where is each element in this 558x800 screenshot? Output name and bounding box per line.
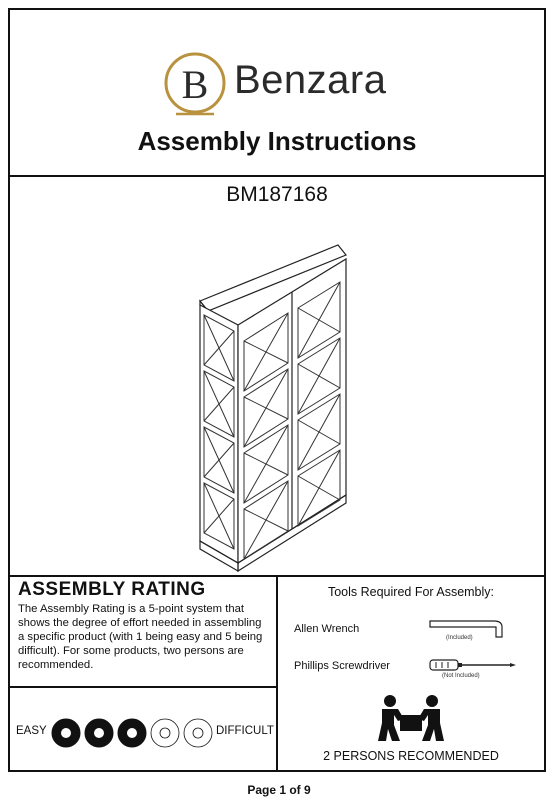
page-title: Assembly Instructions bbox=[137, 126, 417, 156]
logo bbox=[162, 50, 402, 120]
rating-dot-center bbox=[193, 728, 203, 738]
product-code: BM187168 bbox=[226, 183, 328, 206]
tool-allen-wrench-name: Allen Wrench bbox=[294, 623, 360, 635]
difficulty-scale bbox=[10, 688, 278, 772]
rating-description: The Assembly Rating is a 5-point system that shows the degree of effort needed in assembling a specific product (with 1 being easy and 5 being difficult). For some products, two persons are recommended. bbox=[18, 603, 263, 671]
svg-text:B: B bbox=[181, 62, 209, 107]
product-section bbox=[10, 175, 544, 577]
header bbox=[10, 10, 544, 177]
screwdriver-icon bbox=[428, 655, 518, 675]
rating-dot-center bbox=[160, 728, 170, 738]
benzara-logo-icon bbox=[162, 50, 232, 120]
rating-circles bbox=[50, 713, 220, 753]
difficult-label: DIFFICULT bbox=[216, 725, 274, 737]
two-persons-icon bbox=[376, 693, 446, 743]
tool-screwdriver-note: (Not Included) bbox=[442, 673, 480, 679]
rating-dot-center bbox=[127, 728, 137, 738]
tool-allen-wrench-note: (Included) bbox=[446, 635, 473, 641]
rating-heading: ASSEMBLY RATING bbox=[18, 579, 206, 600]
brand-name: Benzara bbox=[234, 58, 387, 102]
rating-dot-center bbox=[94, 728, 104, 738]
tool-screwdriver-name: Phillips Screwdriver bbox=[294, 660, 390, 672]
tools-heading: Tools Required For Assembly: bbox=[327, 585, 495, 599]
page-number: Page 1 of 9 bbox=[247, 783, 311, 797]
page-frame bbox=[8, 8, 546, 772]
assembly-rating-section bbox=[10, 575, 278, 688]
easy-label: EASY bbox=[16, 725, 47, 737]
rating-dot-center bbox=[61, 728, 71, 738]
glass-door-cabinet-icon bbox=[10, 175, 544, 575]
persons-recommended: 2 PERSONS RECOMMENDED bbox=[323, 749, 499, 763]
tools-section bbox=[278, 575, 544, 772]
